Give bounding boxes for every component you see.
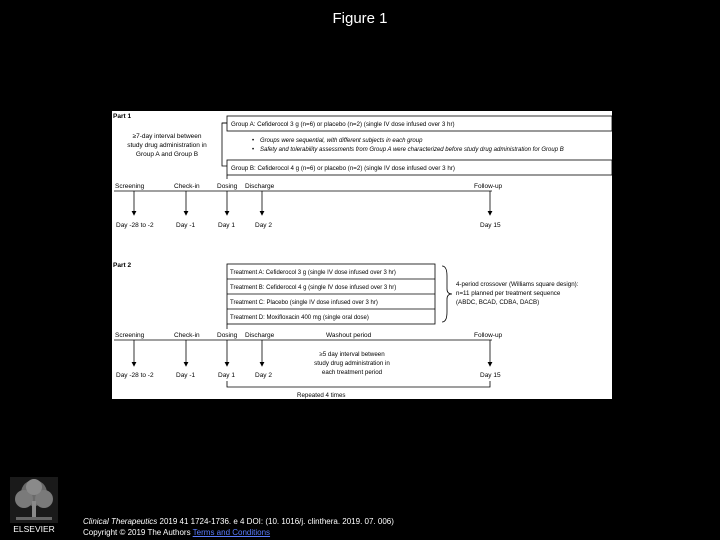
tl2-checkin: Check-in	[174, 332, 200, 339]
tl1-day-checkin: Day -1	[176, 222, 196, 229]
terms-link[interactable]: Terms and Conditions	[192, 528, 271, 537]
treatment-c: Treatment C: Placebo (single IV dose infused over 3 hr)	[230, 300, 378, 306]
tl2-day-screening: Day -28 to -2	[116, 372, 154, 379]
part1-timeline	[114, 183, 503, 229]
tl1-checkin: Check-in	[174, 183, 200, 190]
elsevier-tree-icon	[6, 475, 62, 535]
svg-text:4-period crossover (Williams s: 4-period crossover (Williams square design):	[456, 281, 579, 288]
tl2-discharge: Discharge	[245, 332, 275, 339]
citation	[83, 516, 394, 538]
repeat-bracket	[227, 381, 490, 387]
tl1-discharge: Discharge	[245, 183, 275, 190]
bullet-1: Groups were sequential, with different subjects in each group	[260, 138, 423, 144]
part2-label: Part 2	[113, 262, 132, 269]
figure-title: Figure 1	[332, 10, 388, 27]
tl2-dosing: Dosing	[217, 332, 238, 339]
tl1-day-followup: Day 15	[480, 222, 501, 229]
tl2-washout: Washout period	[326, 332, 372, 339]
group-a-text: Group A: Cefiderocol 3 g (n=6) or placebo (n=2) (single IV dose infused over 3 hr)	[231, 121, 455, 128]
treatment-table	[227, 264, 435, 324]
svg-text:•: •	[252, 138, 255, 144]
svg-text:(ABDC, BCAD, CDBA, DACB): (ABDC, BCAD, CDBA, DACB)	[456, 299, 540, 306]
svg-text:Group A and Group B: Group A and Group B	[135, 151, 199, 158]
tl2-day-checkin: Day -1	[176, 372, 196, 379]
part1-label: Part 1	[113, 113, 132, 120]
tl2-day-dosing: Day 1	[218, 372, 235, 379]
washout-note-1: ≥5 day interval between	[319, 351, 385, 358]
bullet-2: Safety and tolerability assessments from Group A were characterized before study drug administration for Group B	[260, 147, 564, 153]
repeat-label: Repeated 4 times	[297, 392, 346, 399]
citation-line-2	[83, 527, 394, 538]
tl1-day-dosing: Day 1	[218, 222, 235, 229]
svg-text:n=11 planned per treatment seq: n=11 planned per treatment sequence	[456, 290, 561, 297]
citation-line-1	[83, 516, 394, 527]
citation-details: 2019 41 1724-1736. e 4 DOI: (10. 1016/j. clinthera. 2019. 07. 006)	[157, 517, 394, 526]
part1-interval-note	[127, 133, 207, 158]
tl2-screening: Screening	[115, 332, 145, 339]
tl1-followup: Follow-up	[474, 183, 503, 190]
tl2-day-discharge: Day 2	[255, 372, 272, 379]
treatment-a: Treatment A: Cefiderocol 3 g (single IV dose infused over 3 hr)	[230, 270, 396, 276]
part1-bullets	[252, 138, 564, 153]
washout-note-3: each treatment period	[321, 369, 383, 376]
study-design-diagram	[112, 111, 612, 399]
group-b-text: Group B: Cefiderocol 4 g (n=6) or placebo (n=2) (single IV dose infused over 3 hr)	[231, 165, 455, 172]
journal-name: Clinical Therapeutics	[83, 517, 158, 526]
part2-timeline	[114, 332, 503, 379]
copyright-text: Copyright © 2019 The Authors	[83, 528, 191, 537]
crossover-brace	[442, 266, 452, 322]
svg-text:•: •	[252, 147, 255, 153]
svg-text:ELSEVIER: ELSEVIER	[13, 524, 55, 534]
study-design-figure	[112, 111, 612, 399]
tl1-day-screening: Day -28 to -2	[116, 222, 154, 229]
elsevier-logo	[6, 475, 62, 535]
svg-text:≥7-day interval between: ≥7-day interval between	[132, 133, 202, 140]
tl2-day-followup: Day 15	[480, 372, 501, 379]
crossover-note	[456, 281, 579, 306]
treatment-b: Treatment B: Cefiderocol 4 g (single IV dose infused over 3 hr)	[230, 285, 397, 291]
washout-note-2: study drug administration in	[314, 360, 390, 367]
tl1-day-discharge: Day 2	[255, 222, 272, 229]
svg-text:study drug administration in: study drug administration in	[127, 142, 207, 149]
tl1-screening: Screening	[115, 183, 145, 190]
treatment-d: Treatment D: Moxifloxacin 400 mg (single oral dose)	[230, 315, 369, 321]
tl2-followup: Follow-up	[474, 332, 503, 339]
tl1-dosing: Dosing	[217, 183, 238, 190]
